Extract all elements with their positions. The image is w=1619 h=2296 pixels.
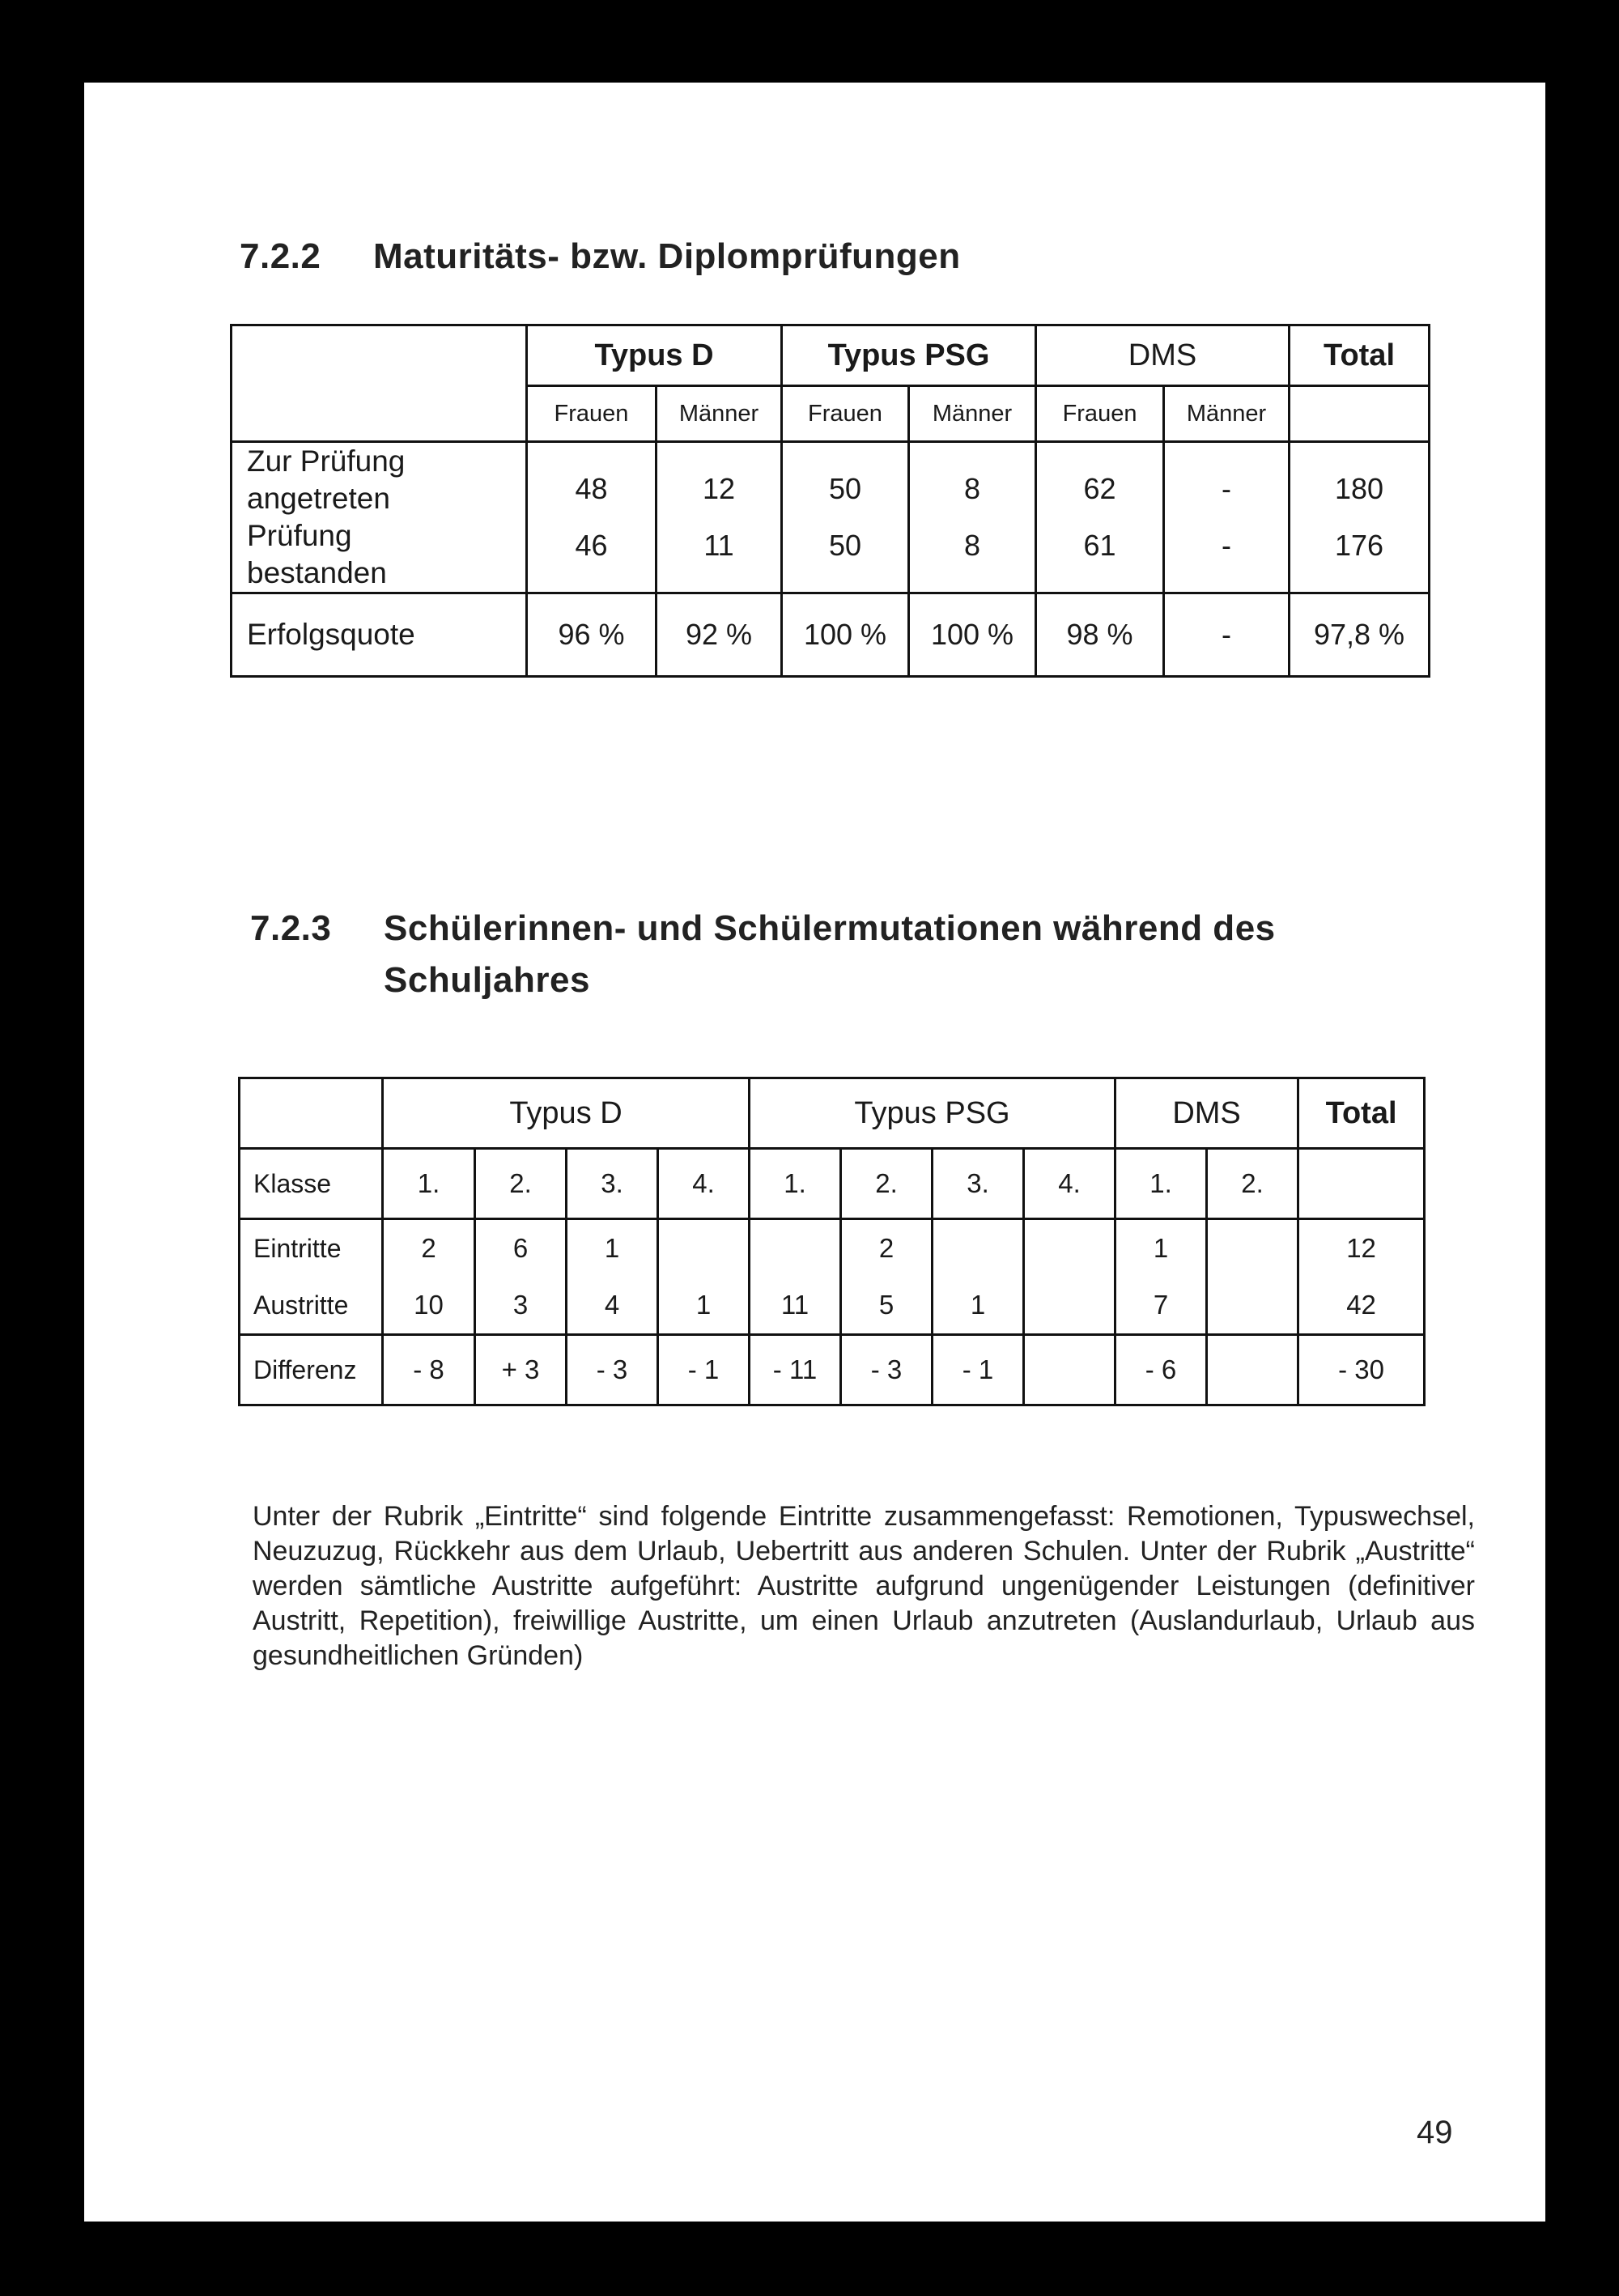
differenz-row <box>240 1335 1425 1405</box>
row-label-line: bestanden <box>247 556 387 589</box>
class-cell: 2. <box>1207 1149 1298 1219</box>
class-cell: 3. <box>933 1149 1024 1219</box>
subheader: Frauen <box>1036 386 1164 442</box>
subheader: Männer <box>1164 386 1290 442</box>
page-number: 49 <box>1417 2115 1453 2150</box>
class-cell <box>1298 1149 1425 1219</box>
group-header: DMS <box>1115 1078 1298 1149</box>
row-label: Erfolgsquote <box>232 593 527 677</box>
class-cell: 4. <box>658 1149 750 1219</box>
value-cell: 62 61 <box>1036 442 1164 593</box>
table-row <box>232 442 1430 593</box>
section-heading-723 <box>250 908 1276 1001</box>
eintritte-austritte-row <box>240 1219 1425 1335</box>
class-cell: 1. <box>750 1149 841 1219</box>
document-page <box>84 83 1545 2222</box>
value-cell: 12 42 <box>1298 1219 1425 1335</box>
row-label: Eintritte Austritte <box>240 1219 383 1335</box>
value-cell: 2 5 <box>841 1219 933 1335</box>
class-cell: 1. <box>383 1149 475 1219</box>
value-cell: - - <box>1164 442 1290 593</box>
class-cell: 4. <box>1024 1149 1115 1219</box>
value-cell: + 3 <box>475 1335 567 1405</box>
exam-results-table <box>230 324 1430 678</box>
value-cell: 48 46 <box>527 442 657 593</box>
value-cell: 12 11 <box>657 442 782 593</box>
value-cell: 96 % <box>527 593 657 677</box>
group-header: Total <box>1290 325 1430 386</box>
section-title: Schülerinnen- und Schülermutationen während des <box>384 908 1276 948</box>
value-cell: 2 10 <box>383 1219 475 1335</box>
value-cell: 1 <box>658 1219 750 1335</box>
value-cell <box>1207 1335 1298 1405</box>
value-cell: - <box>1164 593 1290 677</box>
class-cell: 3. <box>567 1149 658 1219</box>
explanatory-note: Unter der Rubrik „Eintritte“ sind folgende Eintritte zusammengefasst: Remotionen, Typuswechsel, Neuzuzug, Rückkehr aus dem Urlaub, Uebertritt aus anderen Schulen. Unter der Rubrik „Austritte“ werden sämtliche Austritte aufgeführt: Austritte aufgrund ungenügender Leistungen (definitiver Austritt, Repetition), freiwillige Austritte, um einen Urlaub anzutreten (Auslandurlaub, Urlaub aus gesundheitlichen Gründen) <box>253 1501 1475 1671</box>
klasse-row <box>240 1149 1425 1219</box>
subheader: Frauen <box>527 386 657 442</box>
value-cell <box>1207 1219 1298 1335</box>
value-cell <box>1024 1219 1115 1335</box>
value-cell: 1 <box>933 1219 1024 1335</box>
value-cell: - 6 <box>1115 1335 1207 1405</box>
value-cell: - 3 <box>841 1335 933 1405</box>
value-cell: 92 % <box>657 593 782 677</box>
section-title-line2: Schuljahres <box>384 960 590 1000</box>
value-cell: 100 % <box>782 593 909 677</box>
value-cell: - 30 <box>1298 1335 1425 1405</box>
value-cell: 180 176 <box>1290 442 1430 593</box>
subheader: Männer <box>657 386 782 442</box>
value-cell: - 1 <box>933 1335 1024 1405</box>
group-header: Typus D <box>383 1078 750 1149</box>
group-header: Total <box>1298 1078 1425 1149</box>
value-cell: 98 % <box>1036 593 1164 677</box>
value-cell: 97,8 % <box>1290 593 1430 677</box>
value-cell: - 1 <box>658 1335 750 1405</box>
row-label <box>232 442 527 593</box>
corner-cell <box>240 1078 383 1149</box>
row-label-line: Prüfung <box>247 519 352 552</box>
corner-cell <box>232 325 527 442</box>
row-label-line: Zur Prüfung <box>247 444 406 478</box>
value-cell: 50 50 <box>782 442 909 593</box>
value-cell: 1 4 <box>567 1219 658 1335</box>
row-label: Differenz <box>240 1335 383 1405</box>
section-number: 7.2.3 <box>250 908 332 948</box>
class-cell: 2. <box>841 1149 933 1219</box>
subheader: Frauen <box>782 386 909 442</box>
value-cell <box>1024 1335 1115 1405</box>
class-cell: 2. <box>475 1149 567 1219</box>
subheader: Männer <box>909 386 1036 442</box>
value-cell: 6 3 <box>475 1219 567 1335</box>
row-label: Klasse <box>240 1149 383 1219</box>
group-header: Typus PSG <box>782 325 1036 386</box>
value-cell: 11 <box>750 1219 841 1335</box>
value-cell: - 8 <box>383 1335 475 1405</box>
group-header: DMS <box>1036 325 1290 386</box>
mutations-table <box>238 1077 1426 1406</box>
table-row <box>232 593 1430 677</box>
group-header: Typus PSG <box>750 1078 1115 1149</box>
value-cell: 1 7 <box>1115 1219 1207 1335</box>
value-cell: 8 8 <box>909 442 1036 593</box>
value-cell: - 3 <box>567 1335 658 1405</box>
section-title: Maturitäts- bzw. Diplomprüfungen <box>373 236 961 276</box>
group-header: Typus D <box>527 325 782 386</box>
section-heading-722 <box>240 236 961 277</box>
value-cell: - 11 <box>750 1335 841 1405</box>
empty-cell <box>1290 386 1430 442</box>
class-cell: 1. <box>1115 1149 1207 1219</box>
row-label-line: angetreten <box>247 482 390 515</box>
value-cell: 100 % <box>909 593 1036 677</box>
section-number: 7.2.2 <box>240 236 321 276</box>
